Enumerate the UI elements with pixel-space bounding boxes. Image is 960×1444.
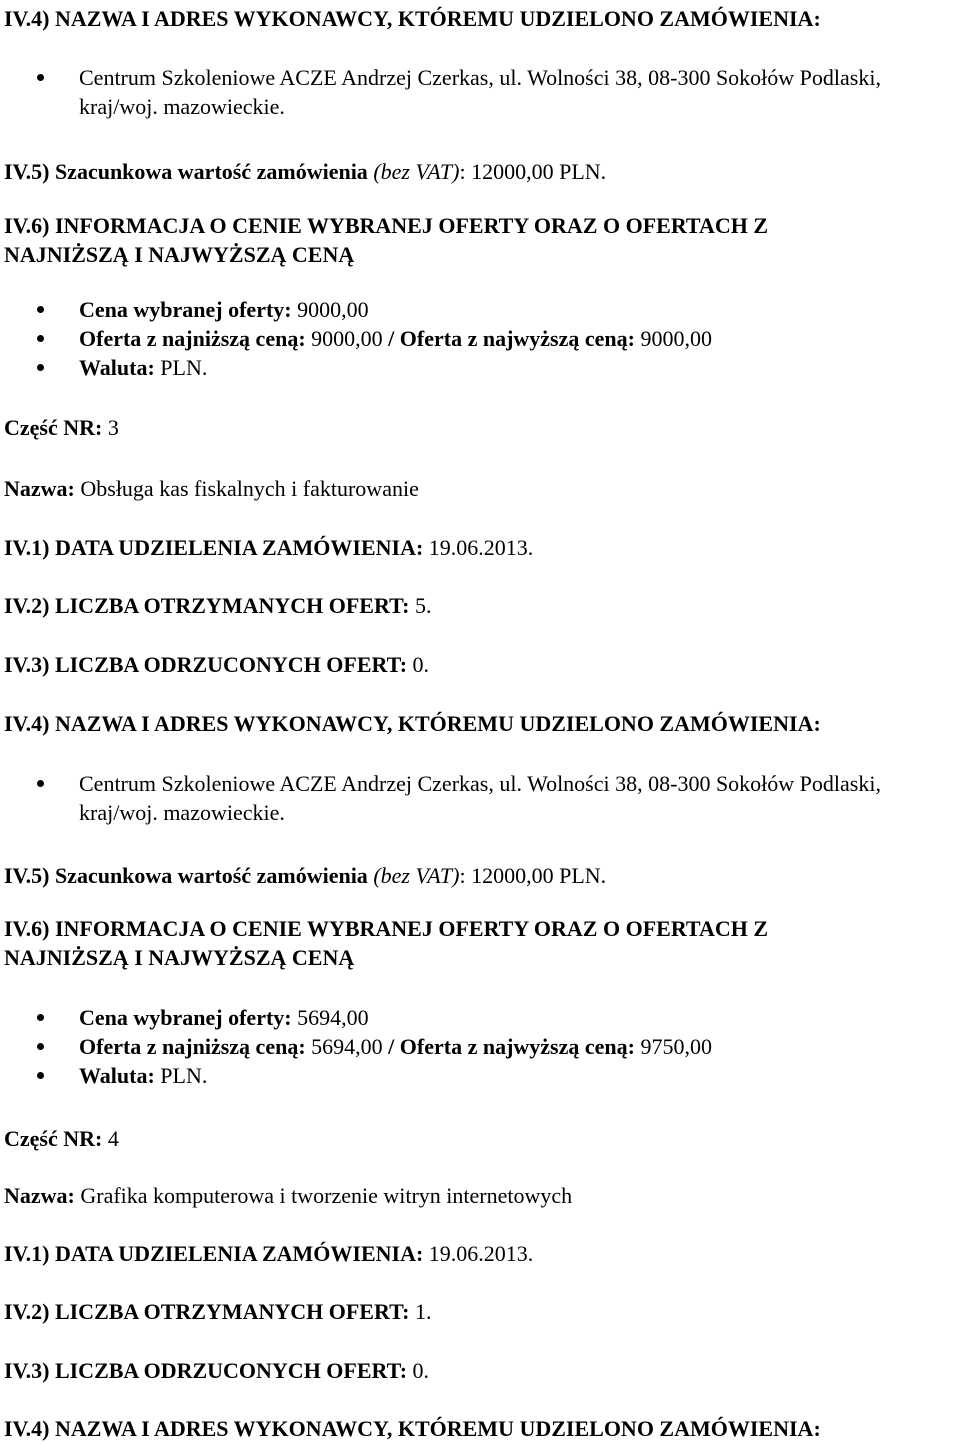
section-iv4-header: IV.4) NAZWA I ADRES WYKONAWCY, KTÓREMU UDZIELONO ZAMÓWIENIA: [4, 1416, 821, 1441]
separator: / [382, 1034, 400, 1059]
section-iv5 [4, 861, 606, 890]
iv3-value: 0. [407, 1358, 430, 1383]
iv6-line1: IV.6) INFORMACJA O CENIE WYBRANEJ OFERTY ORAZ O OFERTACH Z [4, 916, 769, 941]
name-value: Grafika komputerowa i tworzenie witryn internetowych [74, 1183, 573, 1208]
part-label: Część NR: [4, 415, 103, 440]
part-value: 4 [102, 1126, 119, 1151]
highest-value: 9000,00 [634, 326, 712, 351]
iv1-value: 19.06.2013. [423, 535, 534, 560]
currency-label: Waluta: [79, 1063, 155, 1088]
iv6-line1: IV.6) INFORMACJA O CENIE WYBRANEJ OFERTY ORAZ O OFERTACH Z [4, 213, 769, 238]
lowest-value: 9000,00 [305, 326, 383, 351]
separator: / [382, 326, 400, 351]
currency-item [4, 353, 712, 382]
price-info-list [4, 1003, 712, 1090]
currency-label: Waluta: [79, 355, 155, 380]
iv5-value: : 12000,00 PLN. [459, 863, 607, 888]
iv2-value: 1. [409, 1299, 432, 1324]
part-label: Część NR: [4, 1126, 103, 1151]
price-value: 9000,00 [291, 297, 369, 322]
iv3-label: IV.3) LICZBA ODRZUCONYCH OFERT: [4, 1358, 408, 1383]
currency-value: PLN. [154, 355, 208, 380]
iv3-label: IV.3) LICZBA ODRZUCONYCH OFERT: [4, 652, 408, 677]
iv5-vat-note: (bez VAT) [373, 863, 460, 888]
section-iv1 [4, 533, 533, 562]
section-iv2 [4, 591, 431, 620]
iv2-label: IV.2) LICZBA OTRZYMANYCH OFERT: [4, 1299, 410, 1324]
iv5-label: IV.5) Szacunkowa wartość zamówienia [4, 159, 368, 184]
iv1-value: 19.06.2013. [423, 1241, 534, 1266]
price-item [4, 1003, 712, 1032]
contractor-list [4, 63, 939, 121]
price-label: Cena wybranej oferty: [79, 1005, 292, 1030]
currency-item [4, 1061, 712, 1090]
section-iv5 [4, 157, 606, 186]
contractor-item: Centrum Szkoleniowe ACZE Andrzej Czerkas, ul. Wolności 38, 08-300 Sokołów Podlaski, kraj/woj. mazowieckie. [4, 769, 939, 827]
section-iv3 [4, 1356, 429, 1385]
part-number [4, 413, 119, 442]
currency-value: PLN. [154, 1063, 208, 1088]
section-iv4-header: IV.4) NAZWA I ADRES WYKONAWCY, KTÓREMU UDZIELONO ZAMÓWIENIA: [4, 6, 821, 31]
iv3-value: 0. [407, 652, 430, 677]
highest-label: Oferta z najwyższą ceną: [399, 326, 635, 351]
iv5-label: IV.5) Szacunkowa wartość zamówienia [4, 863, 368, 888]
section-iv6-header [4, 914, 768, 972]
section-iv4-header: IV.4) NAZWA I ADRES WYKONAWCY, KTÓREMU UDZIELONO ZAMÓWIENIA: [4, 711, 821, 736]
iv5-vat-note: (bez VAT) [373, 159, 460, 184]
highest-label: Oferta z najwyższą ceną: [399, 1034, 635, 1059]
name-label: Nazwa: [4, 1183, 75, 1208]
section-iv2 [4, 1297, 431, 1326]
section-iv6-header [4, 211, 768, 269]
lowest-label: Oferta z najniższą ceną: [79, 1034, 306, 1059]
contractor-item: Centrum Szkoleniowe ACZE Andrzej Czerkas, ul. Wolności 38, 08-300 Sokołów Podlaski, kraj/woj. mazowieckie. [4, 63, 939, 121]
price-info-list [4, 295, 712, 382]
part-name [4, 474, 419, 503]
iv6-line2: NAJNIŻSZĄ I NAJWYŻSZĄ CENĄ [4, 242, 355, 267]
part-value: 3 [102, 415, 119, 440]
iv1-label: IV.1) DATA UDZIELENIA ZAMÓWIENIA: [4, 535, 424, 560]
iv2-label: IV.2) LICZBA OTRZYMANYCH OFERT: [4, 593, 410, 618]
lowest-highest-item [4, 1032, 712, 1061]
name-label: Nazwa: [4, 476, 75, 501]
contractor-list [4, 769, 939, 827]
iv6-line2: NAJNIŻSZĄ I NAJWYŻSZĄ CENĄ [4, 945, 355, 970]
price-item [4, 295, 712, 324]
price-label: Cena wybranej oferty: [79, 297, 292, 322]
highest-value: 9750,00 [634, 1034, 712, 1059]
section-iv3 [4, 650, 429, 679]
iv5-value: : 12000,00 PLN. [459, 159, 607, 184]
part-name [4, 1181, 572, 1210]
lowest-highest-item [4, 324, 712, 353]
part-number [4, 1124, 119, 1153]
price-value: 5694,00 [291, 1005, 369, 1030]
name-value: Obsługa kas fiskalnych i fakturowanie [74, 476, 419, 501]
iv1-label: IV.1) DATA UDZIELENIA ZAMÓWIENIA: [4, 1241, 424, 1266]
iv2-value: 5. [409, 593, 432, 618]
section-iv1 [4, 1239, 533, 1268]
lowest-value: 5694,00 [305, 1034, 383, 1059]
lowest-label: Oferta z najniższą ceną: [79, 326, 306, 351]
